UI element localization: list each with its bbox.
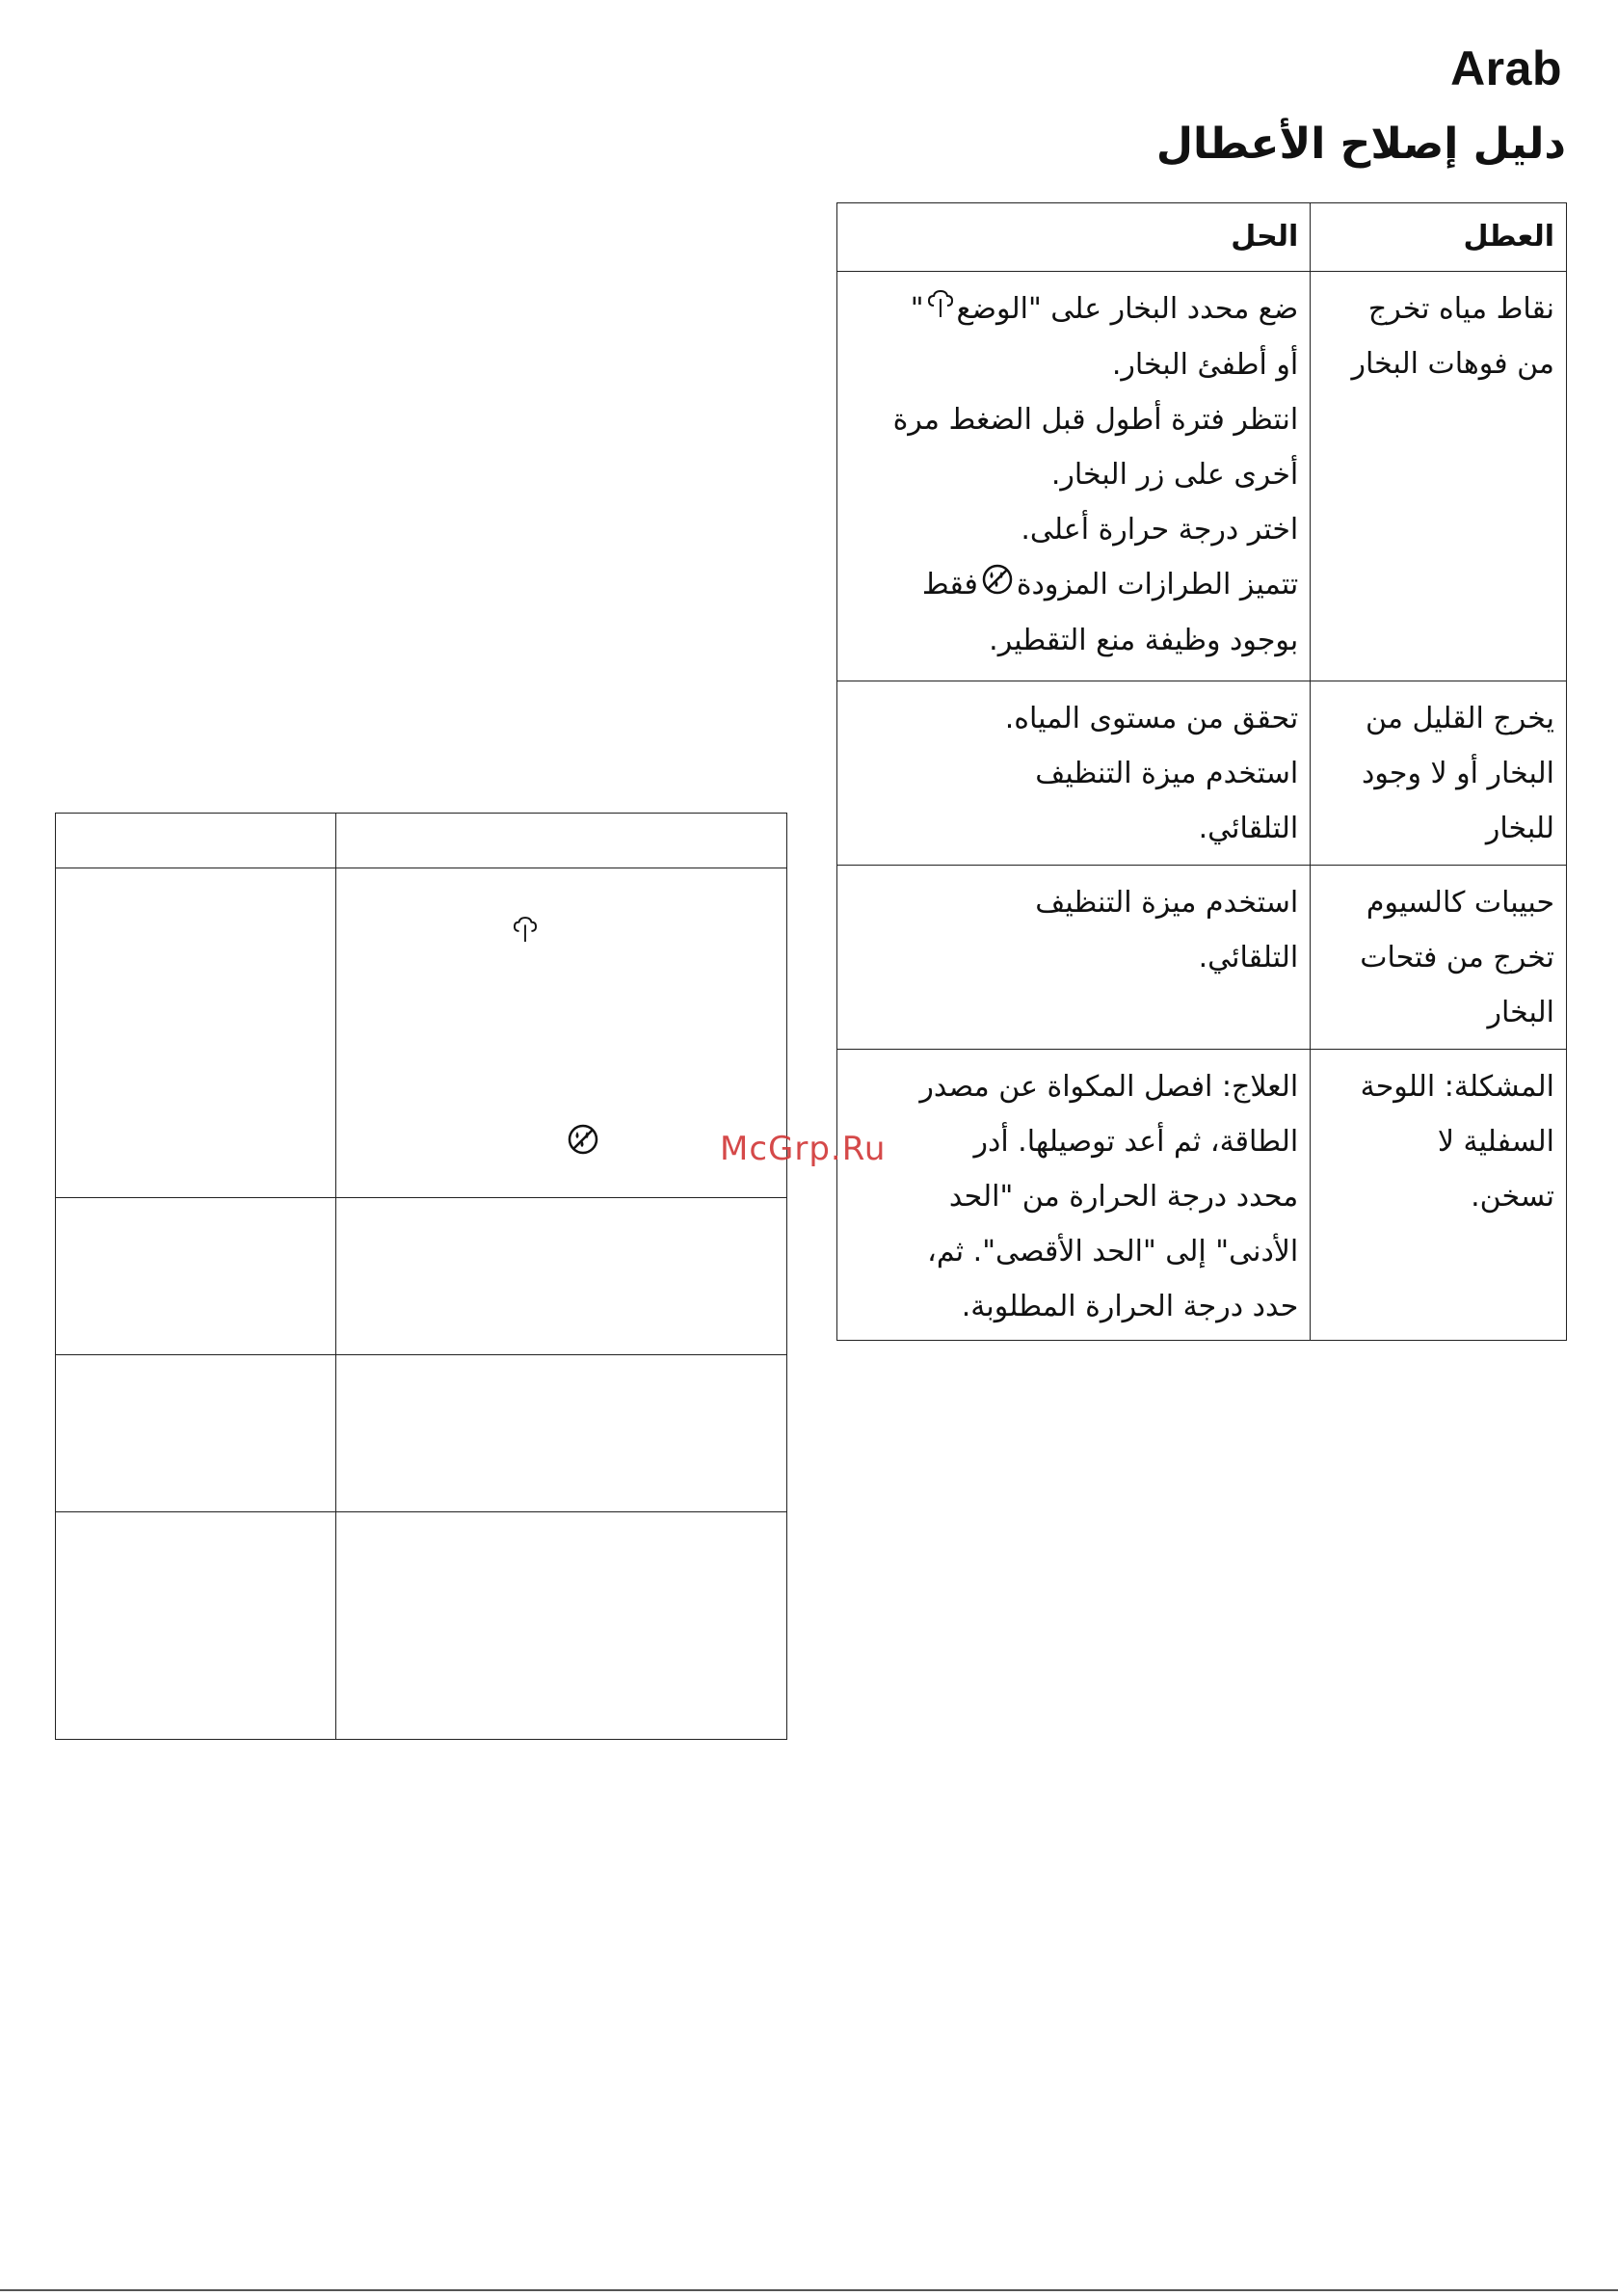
fault-line: البخار أو لا وجود (1362, 757, 1554, 790)
solution-line: اختر درجة حرارة أعلى. (1021, 513, 1299, 547)
empty-cell (336, 1355, 787, 1512)
fault-line: من فوهات البخار (1351, 347, 1554, 381)
anti-drip-icon (982, 558, 1013, 613)
empty-table (55, 813, 787, 1740)
solution-cell (837, 866, 1311, 1050)
solution-line: حدد درجة الحرارة المطلوبة. (961, 1290, 1299, 1323)
fault-line: تسخن. (1471, 1180, 1554, 1214)
solution-line: أخرى على زر البخار. (1050, 458, 1299, 492)
fault-line: حبيبات كالسيوم (1366, 886, 1554, 920)
fault-line: تخرج من فتحات (1360, 941, 1554, 974)
empty-cell (336, 814, 787, 868)
empty-cell (56, 1355, 336, 1512)
solution-line: التلقائي. (1198, 812, 1299, 845)
fault-cell (1311, 866, 1567, 1050)
empty-cell (336, 1512, 787, 1740)
fault-cell (1311, 681, 1567, 866)
fault-line: للبخار (1485, 812, 1554, 845)
solution-line: ضع محدد البخار على "الوضع" (847, 281, 1298, 337)
empty-table-row (56, 1198, 787, 1355)
solution-line: الطاقة، ثم أعد توصيلها. أدر (973, 1125, 1299, 1159)
fault-cell (1311, 272, 1567, 681)
empty-cell (56, 814, 336, 868)
empty-table-row (56, 1355, 787, 1512)
footer-rule (0, 2289, 1618, 2291)
empty-table-row (56, 868, 787, 1198)
table-row (837, 866, 1567, 1050)
fault-line: نقاط مياه تخرج (1367, 292, 1554, 326)
header-fault: العطل (1311, 203, 1567, 272)
solution-line: التلقائي. (1198, 941, 1299, 974)
steam-mode-icon (514, 916, 537, 948)
fault-line: السفلية لا (1437, 1125, 1554, 1159)
fault-line: البخار (1487, 996, 1554, 1029)
empty-cell (56, 868, 336, 1198)
solution-line: أو أطفئ البخار. (1111, 348, 1299, 382)
solution-line: تتميز الطرازات المزودةفقط (847, 557, 1298, 613)
anti-drip-icon (568, 1124, 598, 1159)
empty-cell (56, 1512, 336, 1740)
solution-cell (837, 681, 1311, 866)
troubleshooting-table (836, 202, 1567, 1341)
steam-mode-icon (928, 282, 953, 337)
solution-line: العلاج: افصل المكواة عن مصدر (919, 1070, 1299, 1104)
empty-table-row (56, 814, 787, 868)
solution-line: استخدم ميزة التنظيف (1035, 886, 1299, 920)
solution-cell (837, 272, 1311, 681)
empty-cell (336, 1198, 787, 1355)
section-title: دليل إصلاح الأعطال (1155, 120, 1566, 169)
watermark: McGrp.Ru (720, 1130, 887, 1168)
solution-line: الأدنى" إلى "الحد الأقصى". ثم، (927, 1235, 1299, 1268)
fault-line: يخرج القليل من (1366, 702, 1554, 735)
solution-line: استخدم ميزة التنظيف (1035, 757, 1299, 790)
solution-line: محدد درجة الحرارة من "الحد (948, 1180, 1299, 1214)
table-header-row (837, 203, 1567, 272)
table-row (837, 1050, 1567, 1341)
empty-table-row (56, 1512, 787, 1740)
fault-cell (1311, 1050, 1567, 1341)
table-row (837, 681, 1567, 866)
solution-line: بوجود وظيفة منع التقطير. (989, 624, 1299, 657)
solution-line: تحقق من مستوى المياه. (1004, 702, 1299, 735)
empty-cell (56, 1198, 336, 1355)
fault-line: المشكلة: اللوحة (1360, 1070, 1554, 1104)
solution-line: انتظر فترة أطول قبل الضغط مرة (892, 403, 1299, 437)
header-solution: الحل (837, 203, 1311, 272)
table-row (837, 272, 1567, 681)
language-label: Arab (1450, 41, 1562, 95)
solution-cell (837, 1050, 1311, 1341)
